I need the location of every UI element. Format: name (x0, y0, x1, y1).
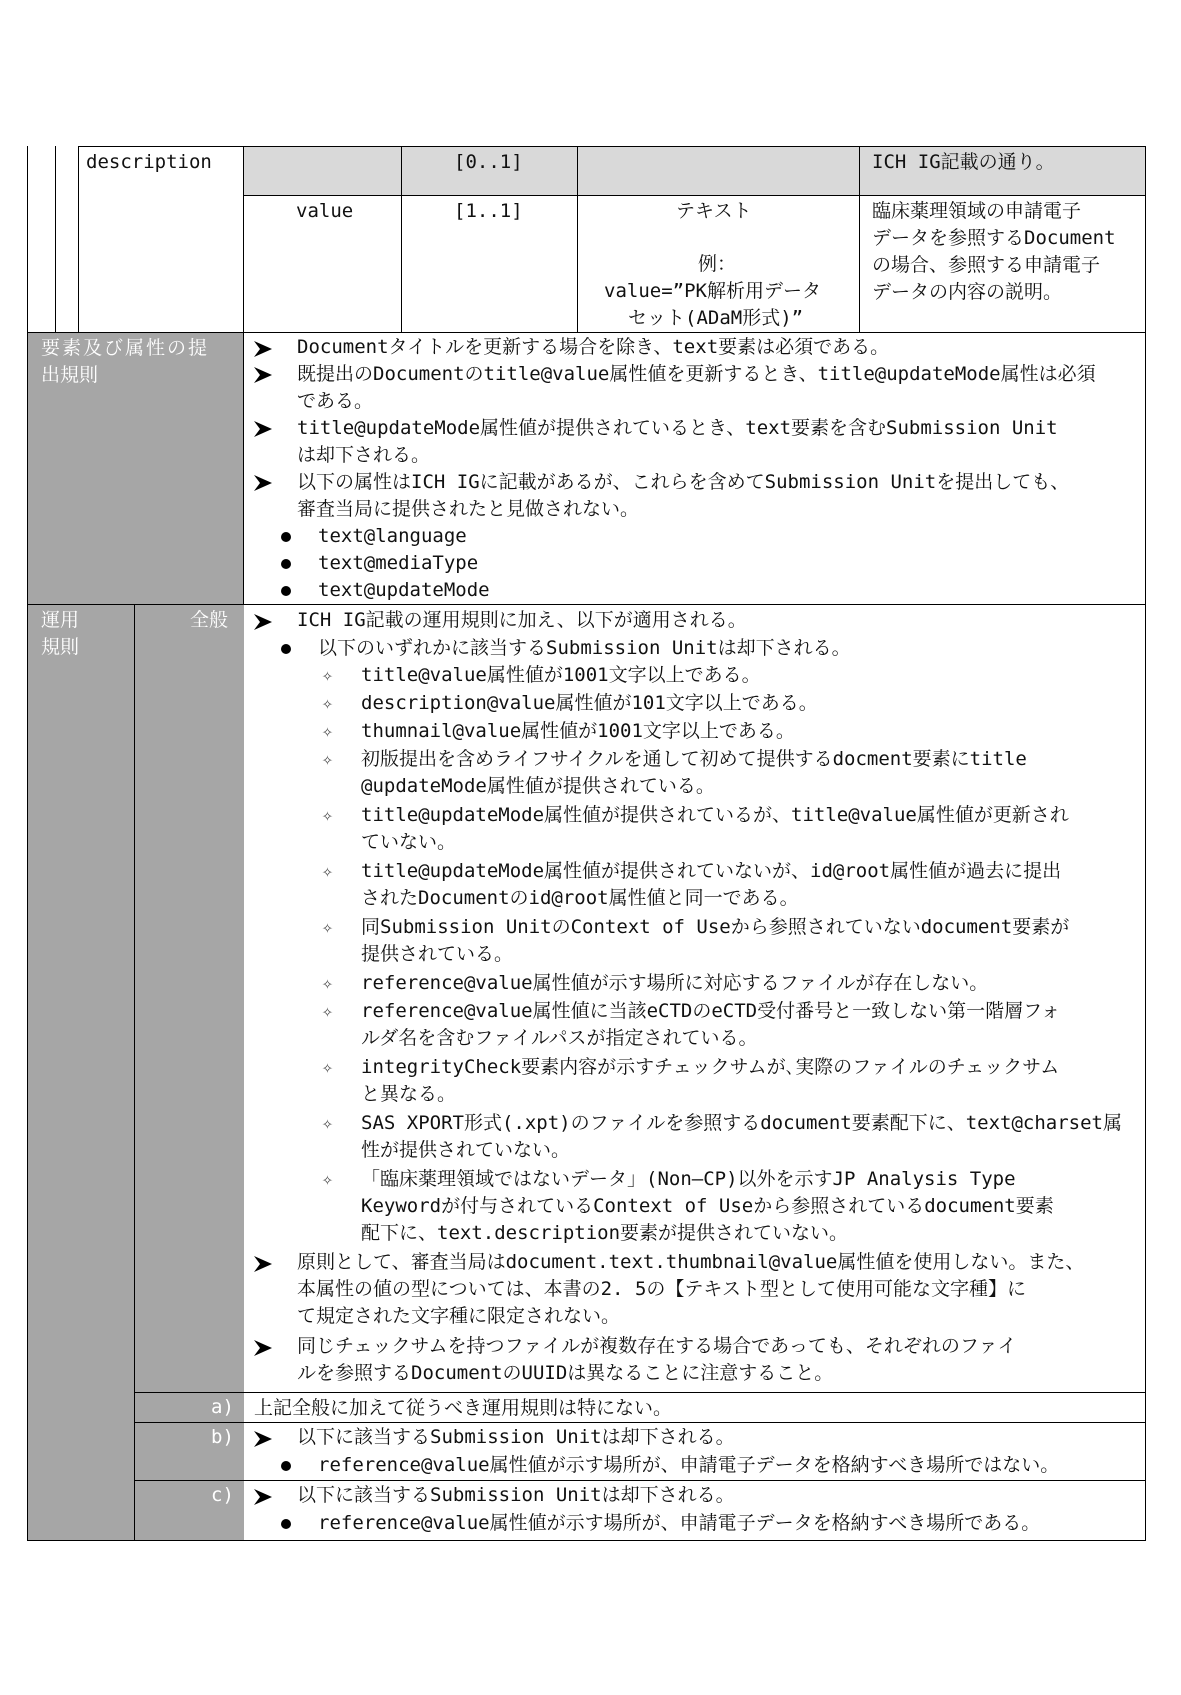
diamond-bullet-icon: ✧ (322, 665, 333, 686)
diamond-bullet-icon: ✧ (322, 973, 333, 994)
rule-text: integrityCheck要素内容が示すチェックサムが､実際のファイルのチェックサム (361, 1056, 1060, 1078)
diamond-bullet-icon: ✧ (322, 805, 333, 826)
diamond-bullet-icon: ✧ (322, 917, 333, 938)
col-line (401, 146, 402, 332)
rule-text: title@updateMode属性値が提供されているが、title@value属性値が更新され (361, 804, 1069, 826)
sub-label: a) (211, 1396, 234, 1418)
attribute-item: text@language (318, 525, 467, 547)
rule-text: と異なる。 (361, 1083, 457, 1105)
table-rule (134, 1392, 1146, 1393)
arrow-bullet-icon (252, 338, 274, 360)
rule-text: 提供されている。 (361, 943, 514, 965)
rule-text: description@value属性値が101文字以上である。 (361, 692, 818, 714)
value-note: 臨床薬理領域の申請電子 (872, 200, 1082, 222)
arrow-bullet-icon (252, 611, 274, 633)
value-note: の場合、参照する申請電子 (872, 254, 1101, 276)
rule-text: 以下のいずれかに該当するSubmission Unitは却下される。 (318, 637, 851, 659)
rule-text: reference@value属性値が示す場所が、申請電子データを格納すべき場所である。 (318, 1512, 1041, 1534)
arrow-bullet-icon (252, 1428, 274, 1450)
arrow-bullet-icon (252, 364, 274, 386)
rule-text: 同Submission UnitのContext of Useから参照されていないdocument要素が (361, 916, 1070, 938)
rule-text: @updateMode属性値が提供されている。 (361, 775, 715, 797)
rule-text: 既提出のDocumentのtitle@value属性値を更新するとき、title@updateMode属性は必須 (297, 363, 1096, 385)
diamond-bullet-icon: ✧ (322, 1169, 333, 1190)
rule-text: 原則として、審査当局はdocument.text.thumbnail@value属性値を使用しない。また、 (297, 1251, 1085, 1273)
rule-text: reference@value属性値に当該eCTDのeCTD受付番号と一致しない第一階層フォ (361, 1000, 1061, 1022)
rule-text: 初版提出を含めライフサイクルを通して初めて提供するdocment要素にtitle (361, 748, 1027, 770)
attribute-item: text@mediaType (318, 552, 479, 574)
col-line (134, 604, 135, 1540)
section-label: 出規則 (41, 364, 99, 386)
value-note: データの内容の説明。 (872, 281, 1063, 303)
col-line (577, 146, 578, 332)
rule-text: 本属性の値の型については、本書の2. 5の【テキスト型として使用可能な文字種】に (297, 1278, 1026, 1300)
rule-text: 性が提供されていない。 (361, 1139, 571, 1161)
rule-text: ルを参照するDocumentのUUIDは異なることに注意すること。 (297, 1362, 834, 1384)
rule-text: て規定された文字種に限定されない。 (297, 1305, 621, 1327)
rule-text: 同じチェックサムを持つファイルが複数存在する場合であっても、それぞれのファイ (297, 1335, 1017, 1357)
nest-line (78, 146, 79, 332)
rule-text: 以下に該当するSubmission Unitは却下される。 (297, 1426, 735, 1448)
rule-text: reference@value属性値が示す場所に対応するファイルが存在しない。 (361, 972, 989, 994)
rule-text: SAS XPORT形式(.xpt)のファイルを参照するdocument要素配下に、text@charset属 (361, 1112, 1122, 1134)
rule-text: 以下の属性はICH IGに記載があるが、これらを含めてSubmission Unitを提出しても、 (297, 471, 1070, 493)
rule-text: である。 (297, 390, 374, 412)
diamond-bullet-icon: ✧ (322, 1057, 333, 1078)
rule-text: されたDocumentのid@root属性値と同一である。 (361, 887, 799, 909)
diamond-bullet-icon: ✧ (322, 1001, 333, 1022)
table-rule (27, 1540, 1146, 1541)
nest-line (55, 146, 56, 332)
diamond-bullet-icon: ✧ (322, 1113, 333, 1134)
section-label: 要素及び属性の提 (41, 337, 210, 359)
bullet-dot-icon (281, 532, 291, 542)
diamond-bullet-icon: ✧ (322, 693, 333, 714)
diamond-bullet-icon: ✧ (322, 721, 333, 742)
cardinality: [1..1] (454, 200, 523, 222)
bullet-dot-icon (281, 559, 291, 569)
bullet-dot-icon (281, 1519, 291, 1529)
data-type: テキスト (676, 200, 752, 222)
rule-text: 「臨床薬理領域ではないデータ」(Non―CP)以外を示すJP Analysis Type (361, 1168, 1016, 1190)
table-rule (134, 1422, 1146, 1423)
nest-line (27, 146, 28, 332)
rule-text: 上記全般に加えて従うべき運用規則は特にない。 (254, 1397, 673, 1419)
rule-text: Keywordが付与されているContext of Useから参照されているdocument要素 (361, 1195, 1054, 1217)
rule-text: は却下される。 (297, 444, 431, 466)
bullet-dot-icon (281, 1461, 291, 1471)
description-note: ICH IG記載の通り。 (872, 151, 1055, 173)
table-right-border (1145, 146, 1146, 1540)
rule-text: reference@value属性値が示す場所が、申請電子データを格納すべき場所ではない。 (318, 1454, 1060, 1476)
diamond-bullet-icon: ✧ (322, 861, 333, 882)
rule-text: ICH IG記載の運用規則に加え、以下が適用される。 (297, 609, 747, 631)
section-label: 規則 (41, 636, 80, 658)
rule-text: title@updateMode属性値が提供されているとき、text要素を含むSubmission Unit (297, 417, 1058, 439)
sub-label: b) (211, 1426, 234, 1448)
arrow-bullet-icon (252, 418, 274, 440)
element-name: description (86, 151, 212, 173)
rule-text: 配下に、text.description要素が提供されていない。 (361, 1222, 849, 1244)
table-rule (134, 1480, 1146, 1481)
bullet-dot-icon (281, 586, 291, 596)
sub-label: 全般 (190, 609, 229, 631)
rule-text: 以下に該当するSubmission Unitは却下される。 (297, 1484, 735, 1506)
attribute-name: value (296, 200, 354, 222)
rule-text: title@value属性値が1001文字以上である。 (361, 664, 761, 686)
rule-text: 審査当局に提供されたと見做されない。 (297, 498, 640, 520)
bullet-dot-icon (281, 644, 291, 654)
example-label: 例： (698, 253, 737, 275)
rule-text: ていない。 (361, 831, 457, 853)
arrow-bullet-icon (252, 1337, 274, 1359)
example-value: value=”PK解析用データ (604, 280, 821, 302)
rule-text: ルダ名を含むファイルパスが指定されている。 (361, 1027, 758, 1049)
rule-text: title@updateMode属性値が提供されていないが、id@root属性値が過去に提出 (361, 860, 1062, 882)
rule-text: Documentタイトルを更新する場合を除き、text要素は必須である。 (297, 336, 890, 358)
sub-label: c) (211, 1484, 234, 1506)
example-value: セット(ADaM形式)” (628, 307, 804, 329)
arrow-bullet-icon (252, 1486, 274, 1508)
section-label: 運用 (41, 609, 80, 631)
cardinality: [0..1] (454, 151, 523, 173)
diamond-bullet-icon: ✧ (322, 749, 333, 770)
attribute-item: text@updateMode (318, 579, 490, 601)
table-rule (243, 195, 1146, 196)
col-line (859, 146, 860, 332)
arrow-bullet-icon (252, 1253, 274, 1275)
arrow-bullet-icon (252, 472, 274, 494)
rule-text: thumnail@value属性値が1001文字以上である。 (361, 720, 795, 742)
value-note: データを参照するDocument (872, 227, 1116, 249)
col-line (243, 146, 244, 332)
